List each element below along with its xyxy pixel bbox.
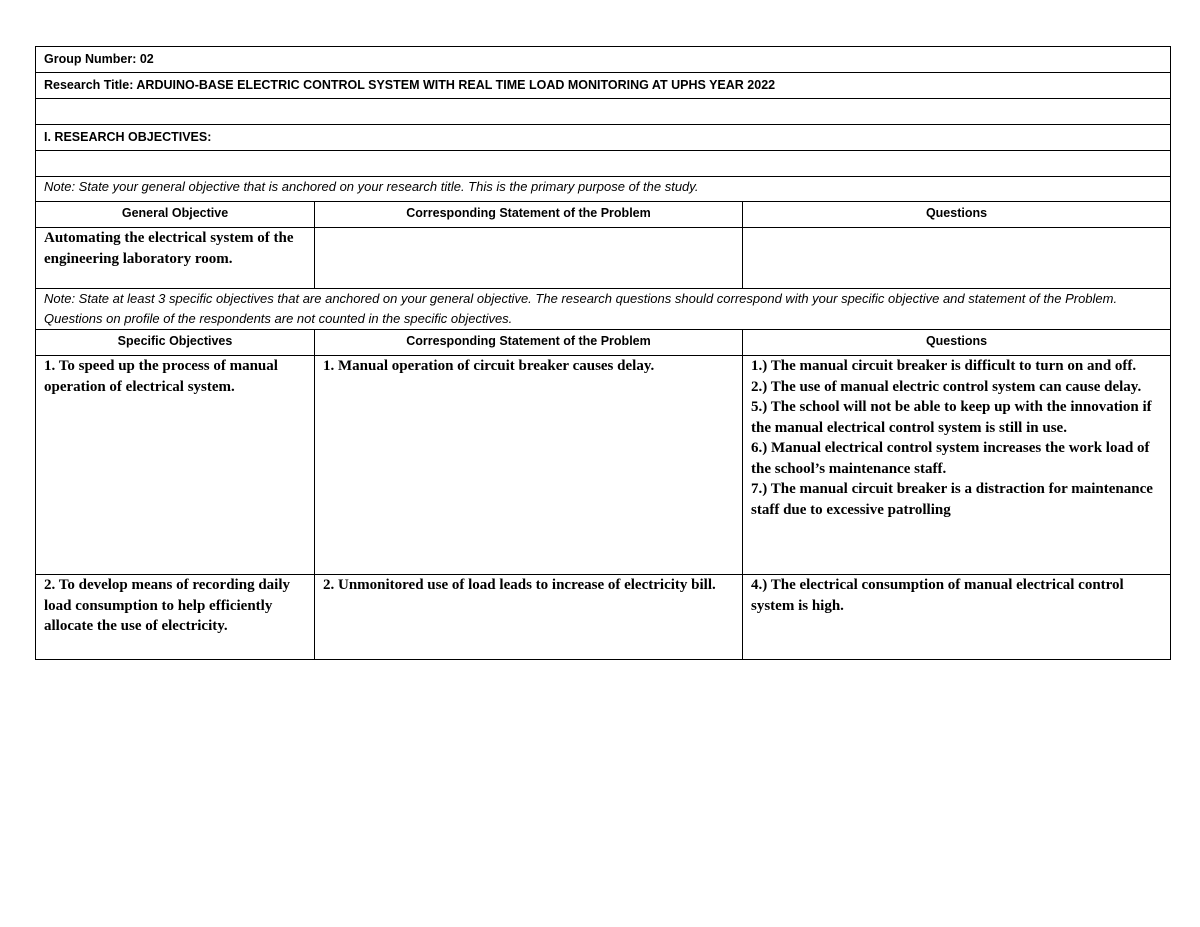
question-item: 7.) The manual circuit breaker is a distraction for maintenance staff due to excessive patrolling [751, 481, 1153, 518]
problem-statement-text: 1. Manual operation of circuit breaker causes delay. [315, 356, 743, 575]
general-questions-text [743, 228, 1171, 289]
blank-cell [36, 99, 1171, 125]
specific-objective-text: 1. To speed up the process of manual operation of electrical system. [36, 356, 315, 575]
general-note-row [36, 177, 1171, 202]
blank-row [36, 99, 1171, 125]
question-item: 5.) The school will not be able to keep up with the innovation if the manual electrical control system is still in use. [751, 399, 1152, 436]
research-title: Research Title: ARDUINO-BASE ELECTRIC CONTROL SYSTEM WITH REAL TIME LOAD MONITORING AT UPHS YEAR 2022 [36, 73, 1171, 99]
section-heading: I. RESEARCH OBJECTIVES: [36, 125, 1171, 151]
question-item: 4.) The electrical consumption of manual electrical control system is high. [751, 577, 1124, 614]
column-header-questions: Questions [743, 330, 1171, 356]
general-column-headers [36, 202, 1171, 228]
questions-cell [743, 356, 1171, 575]
table-row [36, 575, 1171, 660]
column-header-specific-objectives: Specific Objectives [36, 330, 315, 356]
specific-column-headers [36, 330, 1171, 356]
group-number: Group Number: 02 [36, 47, 1171, 73]
problem-statement-text: 2. Unmonitored use of load leads to increase of electricity bill. [315, 575, 743, 660]
column-header-statement: Corresponding Statement of the Problem [315, 330, 743, 356]
blank-row [36, 151, 1171, 177]
table-row [36, 356, 1171, 575]
specific-objective-text: 2. To develop means of recording daily load consumption to help efficiently allocate the use of electricity. [36, 575, 315, 660]
general-objective-row [36, 228, 1171, 289]
blank-cell [36, 151, 1171, 177]
question-item: 6.) Manual electrical control system increases the work load of the school’s maintenance staff. [751, 440, 1150, 477]
section-heading-row [36, 125, 1171, 151]
question-item: 2.) The use of manual electric control system can cause delay. [751, 378, 1142, 395]
general-objective-text: Automating the electrical system of the engineering laboratory room. [36, 228, 315, 289]
column-header-general-objective: General Objective [36, 202, 315, 228]
research-title-row [36, 73, 1171, 99]
general-objective-note: Note: State your general objective that is anchored on your research title. This is the primary purpose of the study. [36, 177, 1171, 202]
question-item: 1.) The manual circuit breaker is difficult to turn on and off. [751, 358, 1137, 374]
questions-cell [743, 575, 1171, 660]
general-statement-text [315, 228, 743, 289]
specific-note-row [36, 289, 1171, 330]
specific-objectives-note: Note: State at least 3 specific objectives that are anchored on your general objective. The research questions should correspond with your specific objective and statement of the Problem. Questions on profile of the respondents are not counted in the specific objectives. [36, 289, 1171, 330]
group-number-row [36, 47, 1171, 73]
research-objectives-form [35, 46, 1170, 660]
column-header-statement: Corresponding Statement of the Problem [315, 202, 743, 228]
column-header-questions: Questions [743, 202, 1171, 228]
objectives-table [35, 46, 1171, 660]
